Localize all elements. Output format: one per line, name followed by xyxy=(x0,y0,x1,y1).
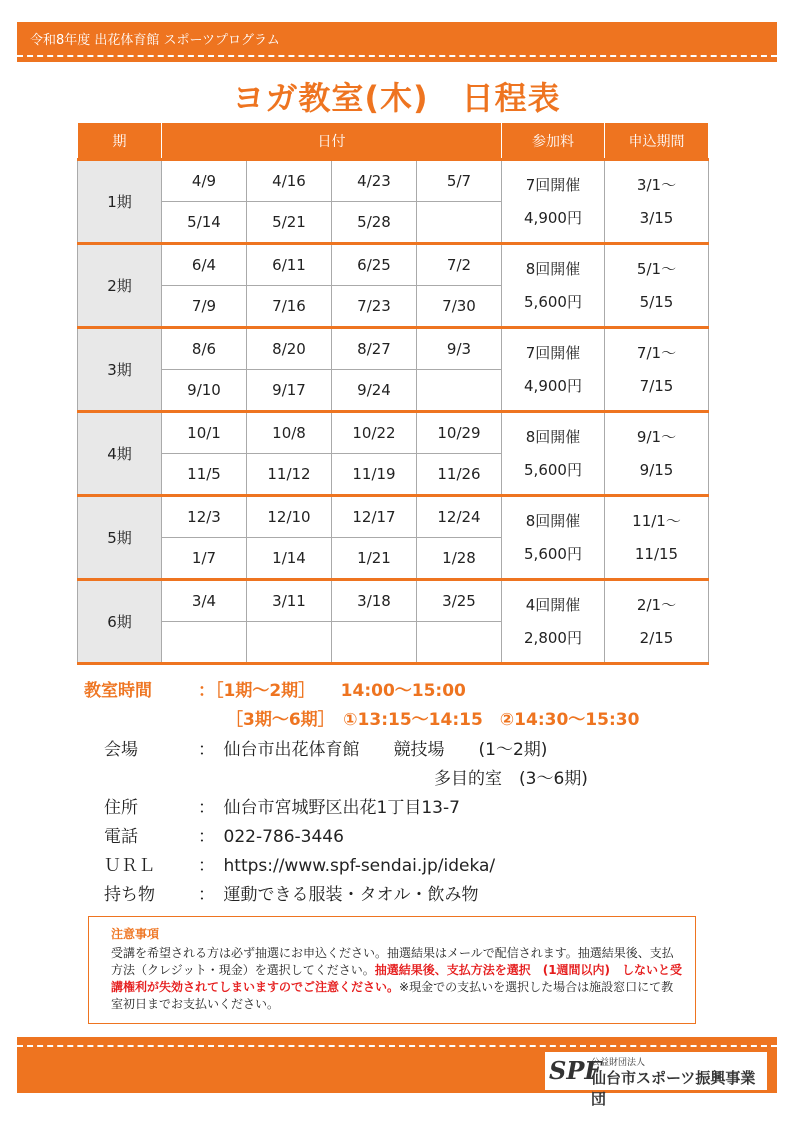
fee-cell xyxy=(502,328,605,412)
period-cell xyxy=(605,328,709,412)
header-date: 日付 xyxy=(162,123,502,160)
date-cell: 10/8 xyxy=(247,412,332,454)
date-cell: 10/1 xyxy=(162,412,247,454)
table-row xyxy=(78,328,709,370)
date-cell: 5/7 xyxy=(417,160,502,202)
date-cell: 6/4 xyxy=(162,244,247,286)
fee-price: 5,600円 xyxy=(524,460,582,479)
date-cell: 6/25 xyxy=(332,244,417,286)
term-label: 1期 xyxy=(78,160,162,244)
period-end: 7/15 xyxy=(639,376,674,395)
notice-body xyxy=(111,945,685,1013)
date-cell: 12/24 xyxy=(417,496,502,538)
date-cell: 5/28 xyxy=(332,202,417,244)
period-cell xyxy=(605,160,709,244)
notice-box xyxy=(88,916,696,1024)
period-end: 3/15 xyxy=(639,208,674,227)
date-cell: 6/11 xyxy=(247,244,332,286)
date-cell: 3/11 xyxy=(247,580,332,622)
date-cell: 10/22 xyxy=(332,412,417,454)
organization-logo xyxy=(545,1052,767,1108)
fee-cell xyxy=(502,412,605,496)
url-label: ＵＲＬ xyxy=(104,856,155,876)
term-label: 6期 xyxy=(78,580,162,664)
date-cell: 8/27 xyxy=(332,328,417,370)
date-cell: 5/21 xyxy=(247,202,332,244)
fee-price: 2,800円 xyxy=(524,628,582,647)
date-cell: 5/14 xyxy=(162,202,247,244)
period-cell xyxy=(605,244,709,328)
date-cell: 9/24 xyxy=(332,370,417,412)
period-start: 5/1～ xyxy=(636,259,677,278)
date-cell xyxy=(247,622,332,664)
period-end: 2/15 xyxy=(639,628,674,647)
term-label: 3期 xyxy=(78,328,162,412)
period-start: 2/1～ xyxy=(636,595,677,614)
table-row xyxy=(78,160,709,202)
date-cell: 1/28 xyxy=(417,538,502,580)
schedule-table xyxy=(77,123,709,665)
term-label: 4期 xyxy=(78,412,162,496)
header-dash-line xyxy=(17,55,777,57)
header-period: 申込期間 xyxy=(605,123,709,160)
header-term: 期 xyxy=(78,123,162,160)
fee-price: 5,600円 xyxy=(524,544,582,563)
fee-price: 5,600円 xyxy=(524,292,582,311)
date-cell: 3/25 xyxy=(417,580,502,622)
spf-logo-icon: SPF xyxy=(549,1056,602,1085)
period-end: 9/15 xyxy=(639,460,674,479)
date-cell: 12/17 xyxy=(332,496,417,538)
date-cell: 7/30 xyxy=(417,286,502,328)
page-title: ヨガ教室(木) 日程表 xyxy=(232,79,561,117)
term-label: 2期 xyxy=(78,244,162,328)
fee-price: 4,900円 xyxy=(524,376,582,395)
logo-org-type: 公益財団法人 xyxy=(591,1058,646,1068)
date-cell: 7/9 xyxy=(162,286,247,328)
period-cell xyxy=(605,496,709,580)
fee-cell xyxy=(502,244,605,328)
period-start: 3/1～ xyxy=(636,175,677,194)
notice-text-1: 受講を希望される方は必ず抽選にお申込ください。抽選結果はメールで配信されます。抽選結果後、支払方法（クレジット・現金）を選択してください。 xyxy=(111,946,674,977)
table-row xyxy=(78,496,709,538)
table-row xyxy=(78,244,709,286)
venue-value: ： 仙台市出花体育館 競技場 (1～2期) xyxy=(198,740,548,760)
table-row xyxy=(78,580,709,622)
logo-org-name: 仙台市スポーツ振興事業団 xyxy=(591,1069,756,1108)
date-cell xyxy=(417,370,502,412)
date-cell: 3/4 xyxy=(162,580,247,622)
date-cell: 7/16 xyxy=(247,286,332,328)
date-cell: 11/5 xyxy=(162,454,247,496)
date-cell: 12/3 xyxy=(162,496,247,538)
fee-cell xyxy=(502,496,605,580)
date-cell xyxy=(162,622,247,664)
date-cell xyxy=(332,622,417,664)
fee-sessions: 4回開催 xyxy=(525,595,581,614)
items-value: ： 運動できる服装・タオル・飲み物 xyxy=(198,885,479,905)
date-cell: 7/23 xyxy=(332,286,417,328)
time-line-1: ：［1期～2期］ 14:00～15:00 xyxy=(198,681,466,701)
date-cell xyxy=(417,202,502,244)
date-cell: 9/17 xyxy=(247,370,332,412)
notice-title: 注意事項 xyxy=(111,927,160,941)
date-cell: 8/20 xyxy=(247,328,332,370)
time-line-2: ［3期～6期］ ①13:15～14:15 ②14:30～15:30 xyxy=(226,710,640,730)
fee-price: 4,900円 xyxy=(524,208,582,227)
date-cell: 11/19 xyxy=(332,454,417,496)
date-cell: 7/2 xyxy=(417,244,502,286)
fee-sessions: 8回開催 xyxy=(525,259,581,278)
term-label: 5期 xyxy=(78,496,162,580)
date-cell: 11/26 xyxy=(417,454,502,496)
table-header-row xyxy=(78,123,709,160)
fee-sessions: 8回開催 xyxy=(525,511,581,530)
time-label: 教室時間 xyxy=(84,681,152,701)
venue-value-2: 多目的室 (3～6期) xyxy=(434,769,588,789)
date-cell: 3/18 xyxy=(332,580,417,622)
date-cell: 1/14 xyxy=(247,538,332,580)
fee-sessions: 7回開催 xyxy=(525,175,581,194)
footer-dash-line xyxy=(17,1045,777,1047)
notice-text-warning: 抽選結果後、支払方法を選択 (1週間以内) しないと受講権利が失効されてしまいますのでご注意ください。 xyxy=(111,963,683,994)
fee-cell xyxy=(502,160,605,244)
header-text: 令和8年度 出花体育館 スポーツプログラム xyxy=(30,33,280,48)
date-cell xyxy=(417,622,502,664)
url-value: ： https://www.spf-sendai.jp/ideka/ xyxy=(198,856,496,876)
period-cell xyxy=(605,412,709,496)
venue-label: 会場 xyxy=(104,740,138,760)
date-cell: 4/16 xyxy=(247,160,332,202)
date-cell: 4/9 xyxy=(162,160,247,202)
address-label: 住所 xyxy=(104,798,138,818)
period-start: 11/1～ xyxy=(632,511,681,530)
table-row xyxy=(78,412,709,454)
address-value: ： 仙台市宮城野区出花1丁目13-7 xyxy=(198,798,460,818)
period-cell xyxy=(605,580,709,664)
date-cell: 9/10 xyxy=(162,370,247,412)
phone-value: ： 022-786-3446 xyxy=(198,827,344,847)
date-cell: 9/3 xyxy=(417,328,502,370)
period-end: 11/15 xyxy=(634,544,679,563)
fee-cell xyxy=(502,580,605,664)
date-cell: 8/6 xyxy=(162,328,247,370)
header-fee: 参加料 xyxy=(502,123,605,160)
period-start: 7/1～ xyxy=(636,343,677,362)
period-end: 5/15 xyxy=(639,292,674,311)
date-cell: 1/7 xyxy=(162,538,247,580)
phone-label: 電話 xyxy=(104,827,138,847)
date-cell: 1/21 xyxy=(332,538,417,580)
date-cell: 11/12 xyxy=(247,454,332,496)
fee-sessions: 8回開催 xyxy=(525,427,581,446)
date-cell: 12/10 xyxy=(247,496,332,538)
notice-text-2: ※現金での支払いを選択した場合は施設窓口にて教室初日までお支払いください。 xyxy=(111,980,674,1011)
date-cell: 4/23 xyxy=(332,160,417,202)
fee-sessions: 7回開催 xyxy=(525,343,581,362)
date-cell: 10/29 xyxy=(417,412,502,454)
items-label: 持ち物 xyxy=(104,885,155,905)
period-start: 9/1～ xyxy=(636,427,677,446)
